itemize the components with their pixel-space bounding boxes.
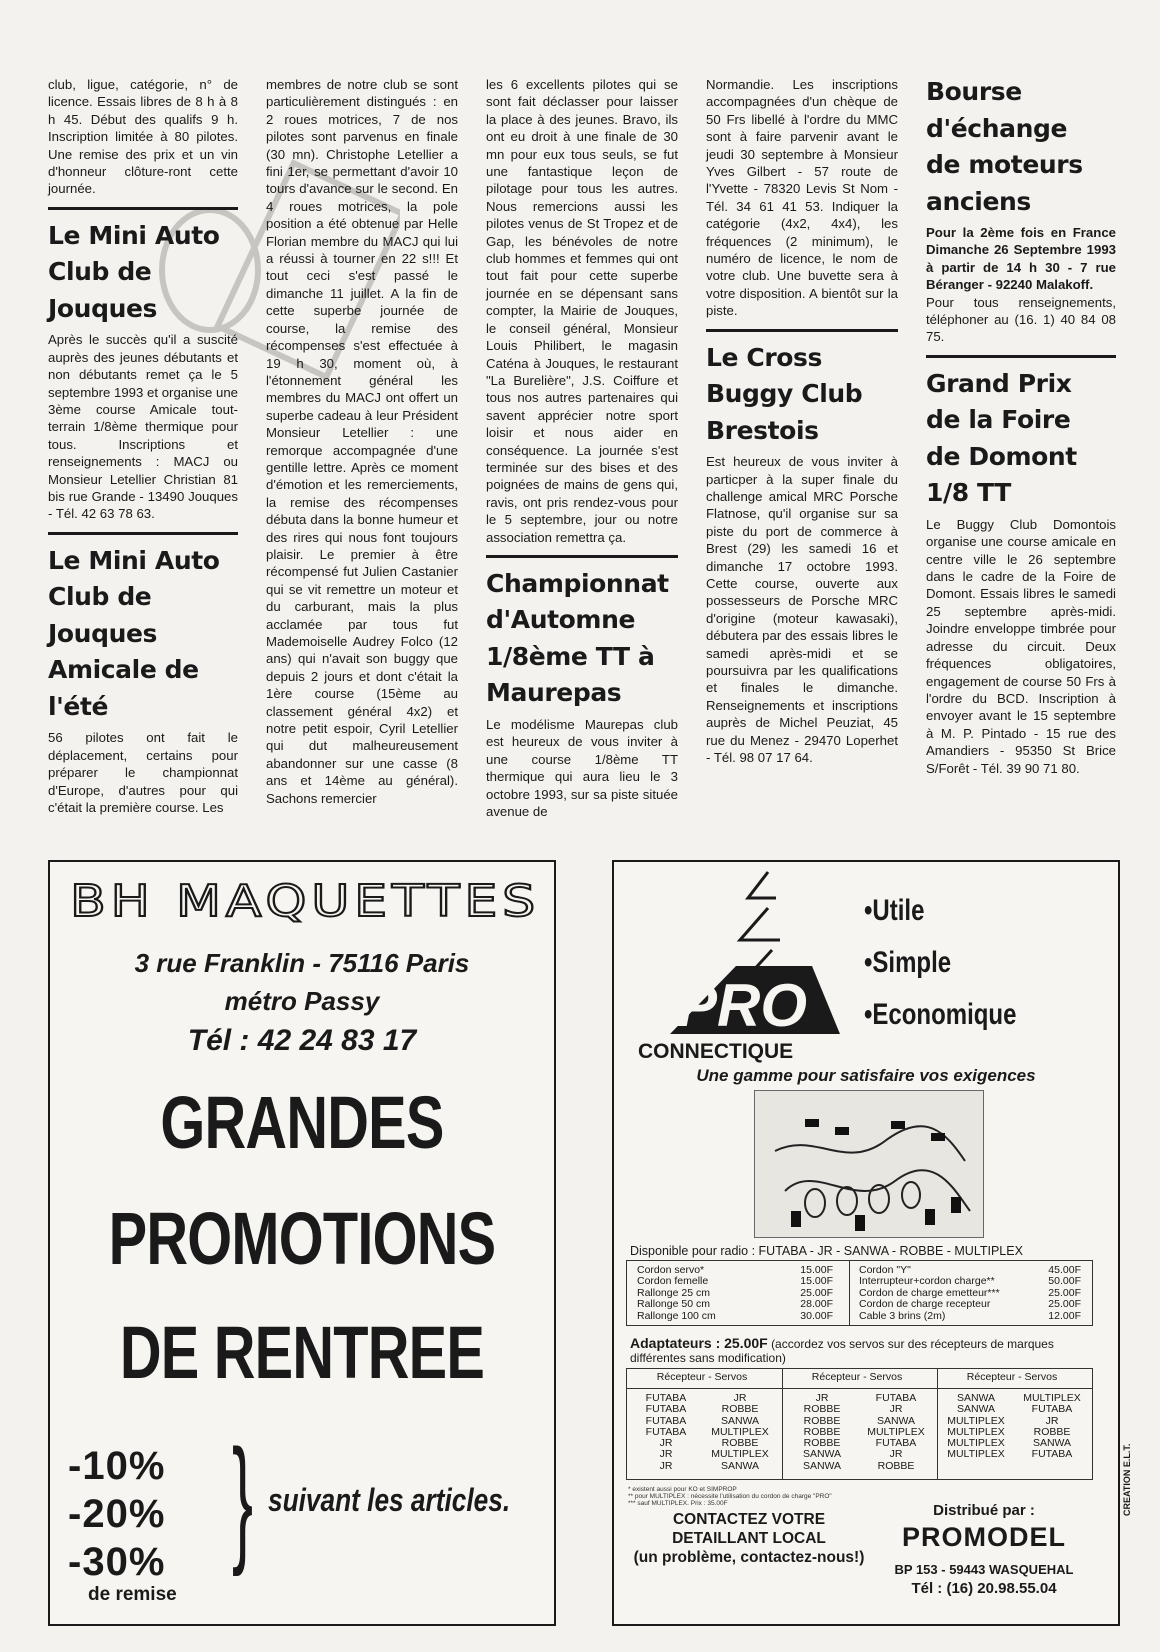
bh-maquettes-logo <box>70 878 550 924</box>
price-list-right <box>859 1265 1081 1322</box>
article-bold-bourse: Pour la 2ème fois en France Dimanche 26 Septembre 1993 à partir de 14 h 30 - 7 rue Béranger - 92240 Malakoff. <box>926 225 1116 293</box>
article-body-amicale-ete: 56 pilotes ont fait le déplacement, certains pour préparer le championnat d'Europe, d'autres pour qui c'était la première course. Les <box>48 730 238 815</box>
price-table <box>626 1260 1093 1326</box>
feature-economique: •Economique <box>864 998 1017 1031</box>
creation-credit: CREATION E.L.T. <box>1122 1443 1132 1516</box>
discount-30: -30% <box>68 1540 166 1584</box>
article-title-amicale-ete: Le Mini Auto Club de Jouques Amicale de l'été <box>48 545 220 721</box>
price-row: Cordon servo* 15.00F <box>637 1264 833 1276</box>
price-row: Rallonge 25 cm 25.00F <box>637 1286 833 1299</box>
pro-logo <box>636 966 848 1030</box>
article-body-mini-auto-club: Après le succès qu'il a suscité auprès des jeunes débutants et non débutants remet ça le 5 septembre 1993 et organise une 3ème course Amicale tout-terrain 1/8ème thermique pour tous. Inscriptions et renseignements : MACJ ou Monsieur Letellier Christian 81 bis rue Grande - 13490 Jouques - Tél. 42 63 78 63. <box>48 332 238 522</box>
adapt-col: FUTABA FUTABA FUTABA FUTABA JR JR JR <box>645 1392 687 1472</box>
cables-illustration <box>755 1091 983 1237</box>
bh-headline-2: PROMOTIONS <box>108 1197 496 1280</box>
divider <box>48 532 238 535</box>
promodel-logo: PROMODEL <box>901 1522 1066 1552</box>
pro-connectique-label: CONNECTIQUE <box>638 1040 794 1063</box>
column-3 <box>486 76 678 820</box>
article-title-cross-buggy-club: Le Cross Buggy Club Brestois <box>706 342 863 445</box>
pro-contact: CONTACTEZ VOTRE DETAILLANT LOCAL (un problème, contactez-nous!) <box>633 1511 865 1566</box>
adapt-col: JR ROBBE ROBBE ROBBE ROBBE SANWA SANWA <box>802 1392 842 1472</box>
price-row: Cordon femelle 15.00F <box>637 1275 833 1288</box>
adapt-col: SANWA SANWA MULTIPLEX MULTIPLEX MULTIPLEX MULTIPLEX <box>947 1392 1005 1461</box>
adapt-header: Récepteur - Servos <box>966 1371 1058 1383</box>
article-body-bourse: Pour tous renseignements, téléphoner au (16. 1) 40 84 08 75. <box>926 294 1116 345</box>
discount-remise: de remise <box>88 1584 177 1605</box>
price-row: Cordon "Y" 45.00F <box>859 1264 1081 1276</box>
price-row: Rallonge 100 cm 30.00F <box>637 1309 833 1322</box>
article-title-mini-auto-club: Le Mini Auto Club de Jouques <box>48 220 220 323</box>
feature-simple: •Simple <box>864 946 952 979</box>
bh-headline-3: DE RENTREE <box>119 1311 485 1394</box>
bh-metro: métro Passy <box>224 986 380 1016</box>
divider <box>486 555 678 558</box>
svg-text:BH MAQUETTES: BH MAQUETTES <box>70 878 540 924</box>
divider <box>926 355 1116 358</box>
column-1 <box>48 76 238 816</box>
price-table-divider <box>849 1261 850 1325</box>
price-row: Rallonge 50 cm 28.00F <box>637 1298 833 1311</box>
column-2 <box>266 76 458 807</box>
discount-10: -10% <box>68 1444 166 1488</box>
col2-body: membres de notre club se sont particulièrement distingués : en 2 roues motrices, 7 de nos pilotes sont parvenus en finale (30 mn). Christophe Letellier a fini 1er, se permettant d'avoir 10 tours d'avance sur le second. En 4 roues motrices, la pole position a été obtenue par Helle Florian membre du MACJ qui lui a réussi à tourner en 22 s!!! Et tout ceci s'est passé le dimanche 11 juillet. A la fin de cette superbe journée de course, la remise des récompenses s'est effectuée à 19 h 30, moment où, à l'étonnement général les membres du MACJ ont offert un superbe cadeau à leur Président Monsieur Letellier : une remorque accompagnée d'une gentille lettre. Après ce moment d'émotion et les remerciements, la remise des récompenses débuta dans la bonne humeur et des rires qui nous font toujours plaisir. Le premier à être récompensé fut Julien Castanier qui se vit remettre un moteur et du carburant, mais la plus acclamée par tous fut Mademoiselle Audrey Folco (12 ans) qui n'avait son buggy que depuis 2 jours et dont c'était la 1ère course (15ème au classement général 4x2) et notre petit espoir, Cyril Letellier qui dut malheureusement abandonner sur une casse (8 ans et 14ème au général). Sachons remercier <box>266 77 458 806</box>
article-title-grand-prix-domont: Grand Prix de la Foire de Domont 1/8 TT <box>926 368 1077 508</box>
adapt-header: Récepteur - Servos <box>811 1371 903 1383</box>
price-row: Cordon de charge emetteur*** 25.00F <box>859 1286 1081 1299</box>
adapt-col: MULTIPLEX FUTABA JR ROBBE SANWA FUTABA <box>1023 1392 1081 1461</box>
ad-pro-connectique <box>612 860 1120 1626</box>
col1-intro: club, ligue, catégorie, n° de licence. Essais libres de 8 h à 8 h 45. Début des qualifs 9 h. Inscription limitée à 80 pilotes. Une remise des prix et un vin d'honneur clôture-ront cette journée. <box>48 77 238 197</box>
pro-bp: BP 153 - 59443 WASQUEHAL <box>894 1562 1074 1577</box>
feature-utile: •Utile <box>864 894 925 927</box>
article-body-championnat-automne: Le modélisme Maurepas club est heureux de vous inviter à une course 1/8ème TT thermique qui aura lieu le 3 octobre 1993, sur sa piste située avenue de <box>486 716 678 819</box>
pro-phone: Tél : (16) 20.98.55.04 <box>911 1580 1057 1597</box>
col4-body: Normandie. Les inscriptions accompagnées d'un chèque de 50 Frs libellé à l'ordre du MMC sont à faire parvenir avant le jeudi 30 septembre à Monsieur Yves Gilbert - 57 route de l'Yvette - 78320 Levis St Nom - Tél. 34 61 41 53. Indiquer la catégorie (4x2, 4x4), les fréquences (2 minimum), le numéro de licence, le nom de votre club. Une buvette sera à votre disposition. A bientôt sur la piste. <box>706 77 898 319</box>
column-5 <box>926 76 1116 777</box>
pro-tagline: Une gamme pour satisfaire vos exigences <box>696 1066 1036 1085</box>
bh-suivant: suivant les articles. <box>268 1482 511 1518</box>
price-list-left <box>637 1265 833 1322</box>
bh-headline-1: GRANDES <box>160 1081 444 1164</box>
bh-address: 3 rue Franklin - 75116 Paris <box>134 948 470 978</box>
article-title-championnat-automne: Championnat d'Automne 1/8ème TT à Maurepas <box>486 568 669 708</box>
adapt-col: FUTABA JR SANWA MULTIPLEX FUTABA JR ROBBE <box>867 1392 925 1472</box>
bh-phone: Tél : 42 24 83 17 <box>187 1024 417 1057</box>
divider <box>706 329 898 332</box>
cables-photo <box>754 1090 984 1238</box>
ad-bh-maquettes <box>48 860 556 1626</box>
column-4 <box>706 76 898 767</box>
adaptateurs-text: Adaptateurs : 25.00F (accordez vos servos sur des récepteurs de marques différentes sans modification) <box>630 1335 1054 1365</box>
price-row: Interrupteur+cordon charge** 50.00F <box>859 1275 1081 1288</box>
divider <box>48 207 238 210</box>
svg-text:PRO: PRO <box>676 972 808 1030</box>
pro-footnotes: * existent aussi pour KO et SIMPROP ** pour MULTIPLEX : nécessite l'utilisation du cordon de charge "PRO" *** sauf MULTIPLEX. Prix : 35.00F <box>628 1486 832 1508</box>
discount-20: -20% <box>68 1492 166 1536</box>
pro-distribue: Distribué par : <box>933 1502 1035 1519</box>
pro-disponible: Disponible pour radio : FUTABA - JR - SANWA - ROBBE - MULTIPLEX <box>630 1244 1023 1258</box>
adapt-col: JR ROBBE SANWA MULTIPLEX ROBBE MULTIPLEX SANWA <box>711 1392 769 1472</box>
article-body-grand-prix-domont: Le Buggy Club Domontois organise une course amicale en centre ville le 26 septembre dans le cadre de la Foire de Domont. Essais libres le samedi 25 septembre après-midi. Joindre enveloppe timbrée pour adresse du circuit. Deux fréquences obligatoires, engagement de course 50 Frs à l'ordre du BCD. Inscription à envoyer avant le 15 septembre à M. P. Pintado - 15 rue des Amandiers - 95350 St Brice S/Forêt - Tél. 39 90 71 80. <box>926 516 1116 776</box>
price-row: Cordon de charge recepteur 25.00F <box>859 1298 1081 1311</box>
adaptateurs-table <box>626 1368 1093 1480</box>
article-body-cross-buggy-club: Est heureux de vous inviter à particper à la super finale du challenge amical MRC Porsche Flatnose, qu'il organise sur sa piste du port de commerce à Brest (29) les samedi 16 et dimanche 17 octobre 1993. Cette course, ouverte aux possesseurs de Porsche MRC d'origine (moteur kawasaki), débutera par des essais libres le samedi après-midi et se poursuivra par les qualifications et finales le dimanche. Renseignements et inscriptions auprès de Michel Peuziat, 45 rue du Menez - 29470 Loperhet - Tél. 98 07 17 64. <box>706 454 898 766</box>
adapt-header: Récepteur - Servos <box>656 1371 748 1383</box>
article-title-bourse-echange: Bourse d'échange de moteurs anciens <box>926 77 1083 216</box>
price-row: Cable 3 brins (2m) 12.00F <box>859 1309 1081 1322</box>
brace-symbol: } <box>232 1420 254 1577</box>
col3-body: les 6 excellents pilotes qui se sont fait déclasser pour laisser la place à des jeunes. Bravo, ils ont eu droit à une finale de 30 mn pour eux tous seuls, se fut une fantastique leçon de pilotage pour tous les autres. Nous remercions aussi les pilotes venus de St Tropez et de Gap, les bénévoles de notre club hommes et femmes qui ont tout fait pour cette superbe journée en se dépensant sans compter, la Mairie de Jouques, le conseil général, Monsieur Louis Philibert, le magasin Caténa à Jouques, le restaurant "La Burelière", J.S. Coiffure et tous nos autres partenaires qui savent apprécier notre sport loisir et nous aider en conséquence. La journée s'est terminée sur des bises et des poignées de mains de gens qui, ravis, ont pris rendez-vous pour le 5 septembre, jour ou notre association remettra ça. <box>486 77 678 545</box>
